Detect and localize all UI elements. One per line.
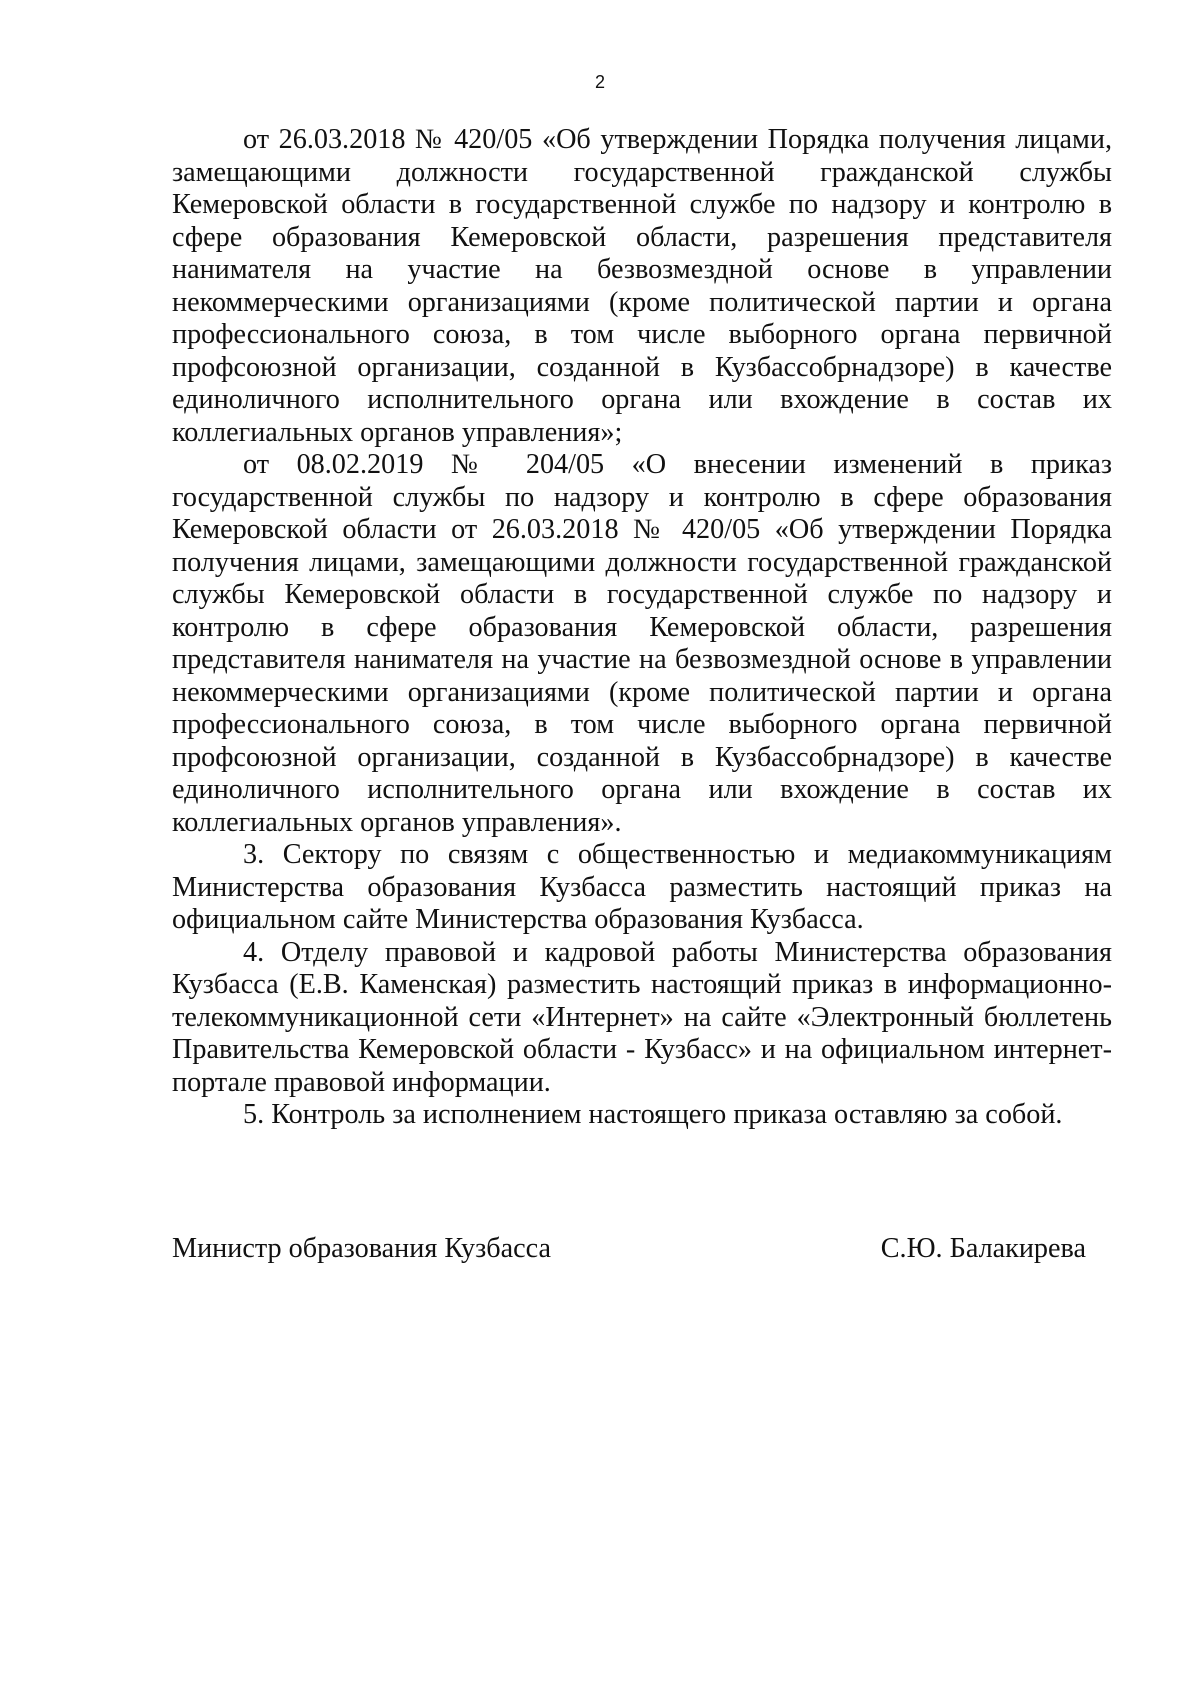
signatory-position: Министр образования Кузбасса <box>172 1233 552 1264</box>
paragraph-order-420-05: от 26.03.2018 № 420/05 «Об утверждении Порядка получения лицами, замещающими должности государственной гражданской службы Кемеровской области в государственной службе по надзору и контролю в сфере образования Кемеровской области, разрешения представителя нанимателя на участие на безвозмездной основе в управлении некоммерческими организациями (кроме политической партии и органа профессионального союза, в том числе выборного органа первичной профсоюзной организации, созданной в Кузбассобрнадзоре) в качестве единоличного исполнительного органа или вхождение в состав их коллегиальных органов управления»; <box>172 124 1112 448</box>
signatory-name: С.Ю. Балакирева <box>880 1233 1086 1264</box>
signature-block <box>172 1233 1086 1269</box>
document-body <box>172 124 1112 1132</box>
paragraph-item-3: 3. Сектору по связям с общественностью и медиакоммуникациям Министерства образования Кузбасса разместить настоящий приказ на официальном сайте Министерства образования Кузбасса. <box>172 839 1112 935</box>
page-number: 2 <box>594 72 605 92</box>
paragraph-item-4: 4. Отделу правовой и кадровой работы Министерства образования Кузбасса (Е.В. Каменская) разместить настоящий приказ в информационно-телекоммуникационной сети «Интернет» на сайте «Электронный бюллетень Правительства Кемеровской области - Кузбасс» и на официальном интернет-портале правовой информации. <box>172 936 1112 1098</box>
paragraph-item-5: 5. Контроль за исполнением настоящего приказа оставляю за собой. <box>243 1099 1063 1130</box>
paragraph-order-204-05: от 08.02.2019 № 204/05 «О внесении изменений в приказ государственной службы по надзору и контролю в сфере образования Кемеровской области от 26.03.2018 № 420/05 «Об утверждении Порядка получения лицами, замещающими должности государственной гражданской службы Кемеровской области в государственной службе по надзору и контролю в сфере образования Кемеровской области, разрешения представителя нанимателя на участие на безвозмездной основе в управлении некоммерческими организациями (кроме политической партии и органа профессионального союза, в том числе выборного органа первичной профсоюзной организации, созданной в Кузбассобрнадзоре) в качестве единоличного исполнительного органа или вхождение в состав их коллегиальных органов управления». <box>172 449 1112 838</box>
